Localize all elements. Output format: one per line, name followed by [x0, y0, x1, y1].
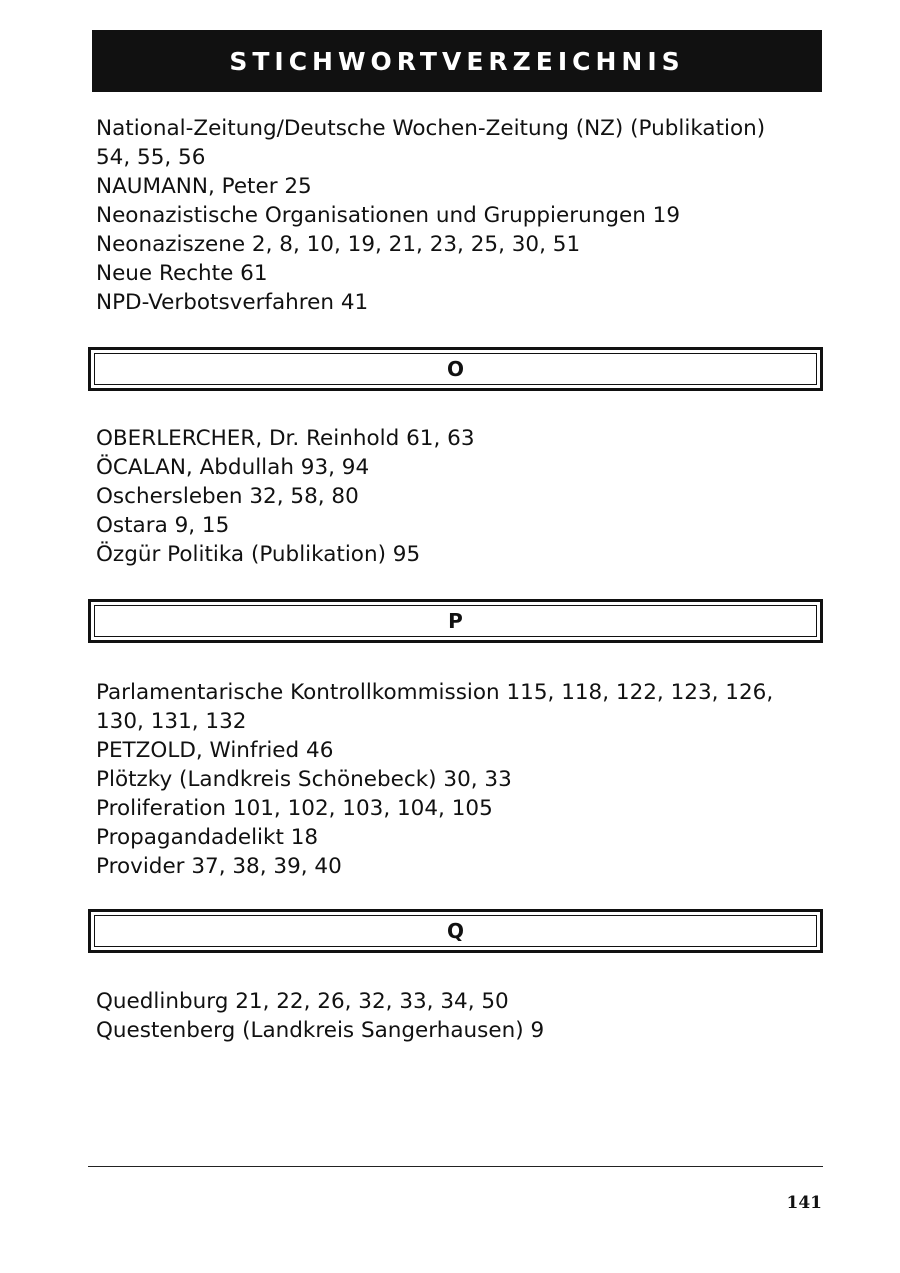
section-letter-o: O: [94, 353, 817, 385]
section-letter-p: P: [94, 605, 817, 637]
index-entry: Quedlinburg 21, 22, 26, 32, 33, 34, 50: [96, 989, 509, 1014]
section-p-entries: [96, 678, 836, 881]
section-divider-p: [88, 599, 823, 643]
index-entry: Özgür Politika (Publikation) 95: [96, 542, 421, 567]
page-number: 141: [786, 1193, 822, 1213]
index-entry: Neonazistische Organisationen und Gruppierungen 19: [96, 203, 681, 228]
index-entry: National-Zeitung/Deutsche Wochen-Zeitung (NZ) (Publikation) 54, 55, 56: [96, 116, 766, 170]
index-entry: Oschersleben 32, 58, 80: [96, 484, 359, 509]
index-entry: PETZOLD, Winfried 46: [96, 738, 334, 763]
index-title: STICHWORTVERZEICHNIS: [229, 46, 685, 76]
index-header: [92, 30, 822, 92]
index-entry: Parlamentarische Kontrollkommission 115, 118, 122, 123, 126, 130, 131, 132: [96, 680, 774, 734]
index-entry: Questenberg (Landkreis Sangerhausen) 9: [96, 1018, 545, 1043]
section-n-entries: [96, 114, 836, 317]
section-divider-q: [88, 909, 823, 953]
footer-rule: [88, 1166, 823, 1167]
index-entry: NAUMANN, Peter 25: [96, 174, 312, 199]
section-letter-q: Q: [94, 915, 817, 947]
section-divider-o: [88, 347, 823, 391]
index-entry: Neue Rechte 61: [96, 261, 268, 286]
index-entry: Proliferation 101, 102, 103, 104, 105: [96, 796, 493, 821]
index-entry: Propagandadelikt 18: [96, 825, 319, 850]
index-entry: Neonaziszene 2, 8, 10, 19, 21, 23, 25, 30, 51: [96, 232, 581, 257]
section-o-entries: [96, 424, 836, 569]
section-q-entries: [96, 987, 836, 1045]
index-entry: NPD-Verbotsverfahren 41: [96, 290, 369, 315]
index-entry: Ostara 9, 15: [96, 513, 230, 538]
index-entry: Provider 37, 38, 39, 40: [96, 854, 342, 879]
index-entry: OBERLERCHER, Dr. Reinhold 61, 63: [96, 426, 475, 451]
index-entry: Plötzky (Landkreis Schönebeck) 30, 33: [96, 767, 512, 792]
index-entry: ÖCALAN, Abdullah 93, 94: [96, 455, 370, 480]
